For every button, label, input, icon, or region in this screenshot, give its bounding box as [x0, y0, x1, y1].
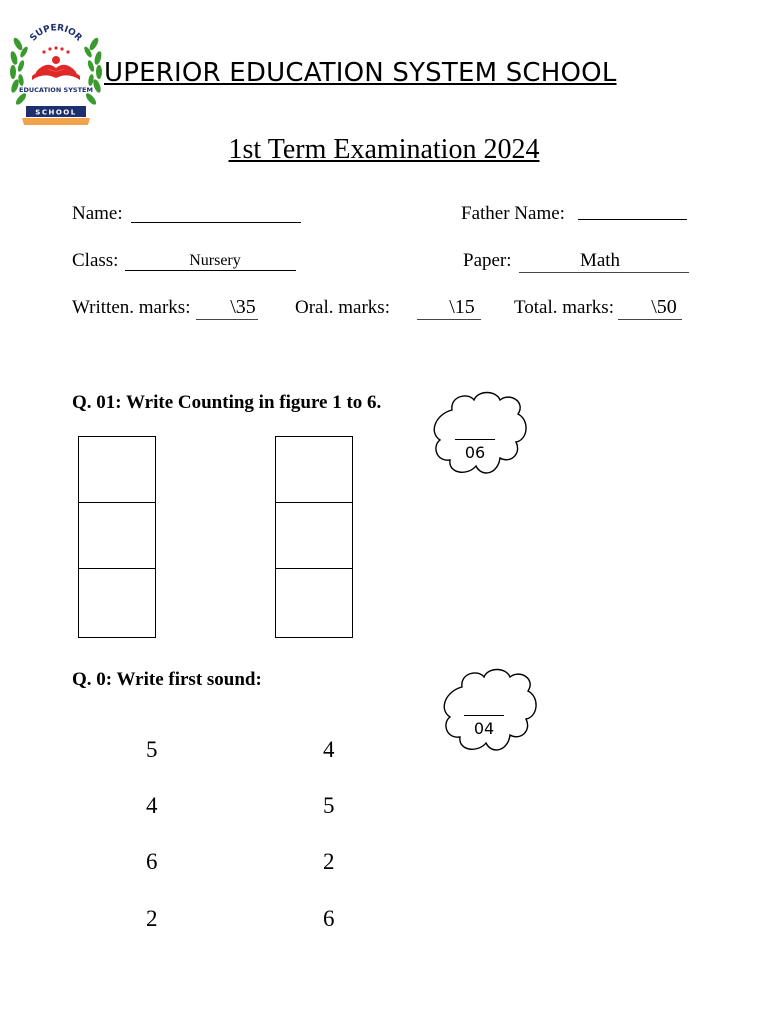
sound-item: 6 [146, 849, 158, 874]
counting-box[interactable] [276, 503, 352, 569]
stars-icon [42, 46, 69, 53]
written-marks-value: \35 [230, 296, 256, 318]
school-name: UPERIOR EDUCATION SYSTEM SCHOOL [104, 58, 617, 88]
logo-banner-text: SCHOOL [35, 108, 77, 117]
sound-item: 2 [146, 906, 158, 931]
counting-box[interactable] [79, 503, 155, 569]
exam-title: 1st Term Examination 2024 [228, 134, 540, 165]
written-marks-label: Written. marks: [72, 297, 191, 318]
logo-base [22, 118, 90, 125]
marks-2-line [464, 715, 504, 716]
sound-item: 5 [323, 793, 335, 818]
question-1-text: Q. 01: Write Counting in figure 1 to 6. [72, 392, 382, 413]
total-marks-blank [618, 319, 682, 320]
marks-1-line [455, 439, 495, 440]
marks-cloud-2 [440, 665, 540, 767]
paper-label: Paper: [463, 250, 512, 271]
question-2-text: Q. 0: Write first sound: [72, 669, 262, 690]
sound-item: 4 [146, 793, 158, 818]
name-blank[interactable] [131, 222, 301, 223]
paper-blank [519, 272, 689, 273]
written-marks-blank [196, 319, 258, 320]
sound-item: 2 [323, 849, 335, 874]
paper-value: Math [579, 250, 621, 271]
marks-1-value: 06 [464, 443, 486, 462]
sound-item: 5 [146, 737, 158, 762]
father-name-label: Father Name: [461, 203, 565, 224]
counting-box-column-1 [78, 436, 156, 638]
book-icon [32, 56, 80, 80]
oral-marks-value: \15 [449, 296, 475, 318]
counting-box[interactable] [276, 569, 352, 635]
class-value: Nursery [189, 252, 241, 269]
father-name-blank[interactable] [578, 219, 687, 220]
school-logo [8, 14, 104, 128]
oral-marks-blank [417, 319, 481, 320]
counting-box[interactable] [79, 569, 155, 635]
counting-box[interactable] [276, 437, 352, 503]
name-label: Name: [72, 203, 123, 224]
total-marks-value: \50 [651, 296, 677, 318]
sound-item: 6 [323, 906, 335, 931]
class-blank [125, 270, 296, 271]
counting-box-column-2 [275, 436, 353, 638]
total-marks-label: Total. marks: [514, 297, 614, 318]
marks-2-value: 04 [473, 719, 495, 738]
logo-arc-text: SUPERIOR [28, 23, 84, 44]
oral-marks-label: Oral. marks: [295, 297, 390, 318]
sound-item: 4 [323, 737, 335, 762]
counting-box[interactable] [79, 437, 155, 503]
logo-ribbon-text: EDUCATION SYSTEM [19, 86, 93, 94]
class-label: Class: [72, 250, 119, 271]
